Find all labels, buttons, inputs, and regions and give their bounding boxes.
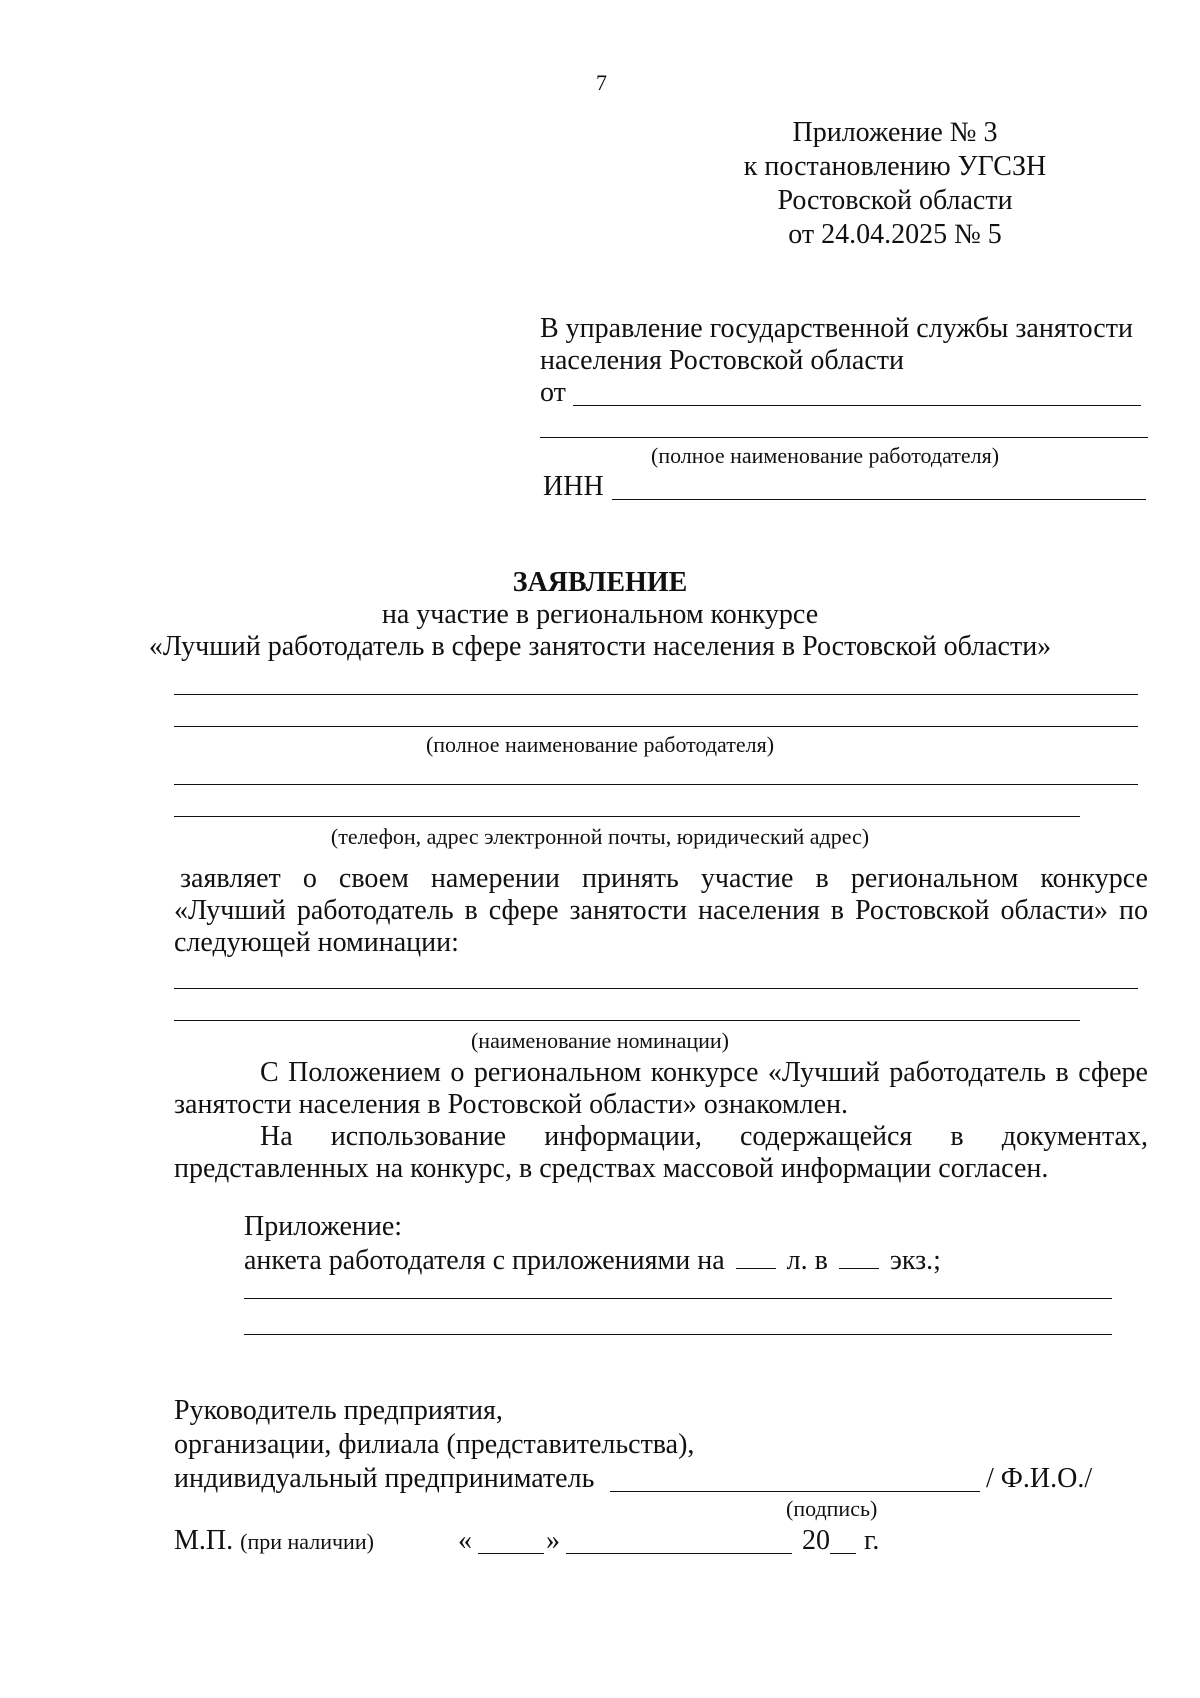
quote-open: « [458, 1525, 472, 1556]
month-field-line[interactable] [566, 1553, 792, 1554]
paragraph-3-line-2: представленных на конкурс, в средствах массовой информации согласен. [174, 1153, 1049, 1184]
nomination-line-2[interactable] [174, 1020, 1080, 1021]
p1-word: своем [338, 863, 409, 894]
paragraph-1-line-3: следующей номинации: [174, 927, 459, 958]
p1-word: о [302, 863, 317, 894]
mp-note: (при наличии) [240, 1529, 374, 1554]
appendix-line-2: к постановлению УГСЗН [743, 151, 1047, 182]
contacts-line-1[interactable] [174, 784, 1138, 785]
signature-caption: (подпись) [786, 1496, 878, 1521]
appendix-header [740, 116, 1050, 252]
paragraph-3-line-1 [260, 1120, 1148, 1154]
addressee-line-2: населения Ростовской области [540, 345, 904, 376]
p1-word: принять [581, 863, 679, 894]
employer-name-line-1[interactable] [174, 694, 1138, 695]
nomination-caption: (наименование номинации) [470, 1028, 729, 1053]
attachment-text-copies: экз.; [889, 1245, 941, 1276]
attachment-text-start: анкета работодателя с приложениями на [244, 1245, 725, 1276]
p3-word: содержащейся [739, 1121, 913, 1152]
signature-line-1: Руководитель предприятия, [174, 1395, 503, 1426]
inn-label: ИНН [543, 471, 604, 502]
fio-label: / Ф.И.О./ [986, 1463, 1093, 1494]
p1-word: заявляет [180, 863, 281, 894]
appendix-line-4: от 24.04.2025 № 5 [788, 219, 1002, 250]
contacts-line-2[interactable] [174, 816, 1080, 817]
mp-label: М.П. [174, 1525, 234, 1556]
stamp-label [174, 1524, 374, 1558]
signature-line-3: индивидуальный предприниматель [174, 1463, 595, 1494]
attachment-text-pages: л. в [786, 1245, 828, 1276]
paragraph-2-line-2: занятости населения в Ростовской области» ознакомлен. [174, 1089, 848, 1120]
attachment-label: Приложение: [244, 1211, 403, 1242]
from-label: от [540, 377, 566, 408]
document-title: ЗАЯВЛЕНИЕ [512, 567, 688, 598]
p3-word: документах, [1001, 1121, 1148, 1152]
p1-word: участие [700, 863, 794, 894]
copies-count-field[interactable] [839, 1246, 879, 1269]
nomination-line-1[interactable] [174, 988, 1138, 989]
p3-word: использование [330, 1121, 507, 1152]
contacts-caption: (телефон, адрес электронной почты, юридический адрес) [330, 824, 870, 849]
p1-word: намерении [430, 863, 560, 894]
signature-line-2: организации, филиала (представительства), [174, 1429, 695, 1460]
p1-word: региональном [850, 863, 1019, 894]
inn-field-line[interactable] [612, 499, 1146, 500]
addressee-line-1: В управление государственной службы занятости [540, 313, 1133, 344]
signature-field-line[interactable] [610, 1491, 980, 1492]
day-field-line[interactable] [478, 1553, 544, 1554]
p1-word: в [815, 863, 829, 894]
attachment-text [244, 1244, 941, 1278]
paragraph-1-line-1 [180, 862, 1148, 896]
employer-field-line[interactable] [540, 437, 1148, 438]
appendix-line-3: Ростовской области [777, 185, 1013, 216]
attachment-line-1[interactable] [244, 1298, 1112, 1299]
from-field-line[interactable] [573, 405, 1141, 406]
p3-word: На [260, 1121, 293, 1152]
p3-word: в [950, 1121, 964, 1152]
p1-word: конкурсе [1040, 863, 1148, 894]
document-subtitle-1: на участие в региональном конкурсе [381, 599, 819, 630]
appendix-line-1: Приложение № 3 [792, 117, 998, 148]
paragraph-1-line-2: «Лучший работодатель в сфере занятости населения в Ростовской области» по [174, 895, 1148, 926]
employer-name-line-2[interactable] [174, 726, 1138, 727]
p3-word: информации, [544, 1121, 702, 1152]
year-suffix: г. [864, 1525, 880, 1556]
attachment-line-2[interactable] [244, 1334, 1112, 1335]
employer-name-caption: (полное наименование работодателя) [425, 732, 775, 757]
paragraph-2-line-1: С Положением о региональном конкурсе «Лучший работодатель в сфере [260, 1057, 1148, 1088]
page-number: 7 [596, 70, 607, 95]
year-field-line[interactable] [830, 1553, 856, 1554]
quote-close: » [546, 1525, 560, 1556]
year-prefix: 20 [802, 1525, 830, 1556]
addressee-employer-caption: (полное наименование работодателя) [651, 443, 1000, 468]
pages-count-field[interactable] [736, 1246, 776, 1269]
document-subtitle-2: «Лучший работодатель в сфере занятости населения в Ростовской области» [148, 631, 1052, 662]
